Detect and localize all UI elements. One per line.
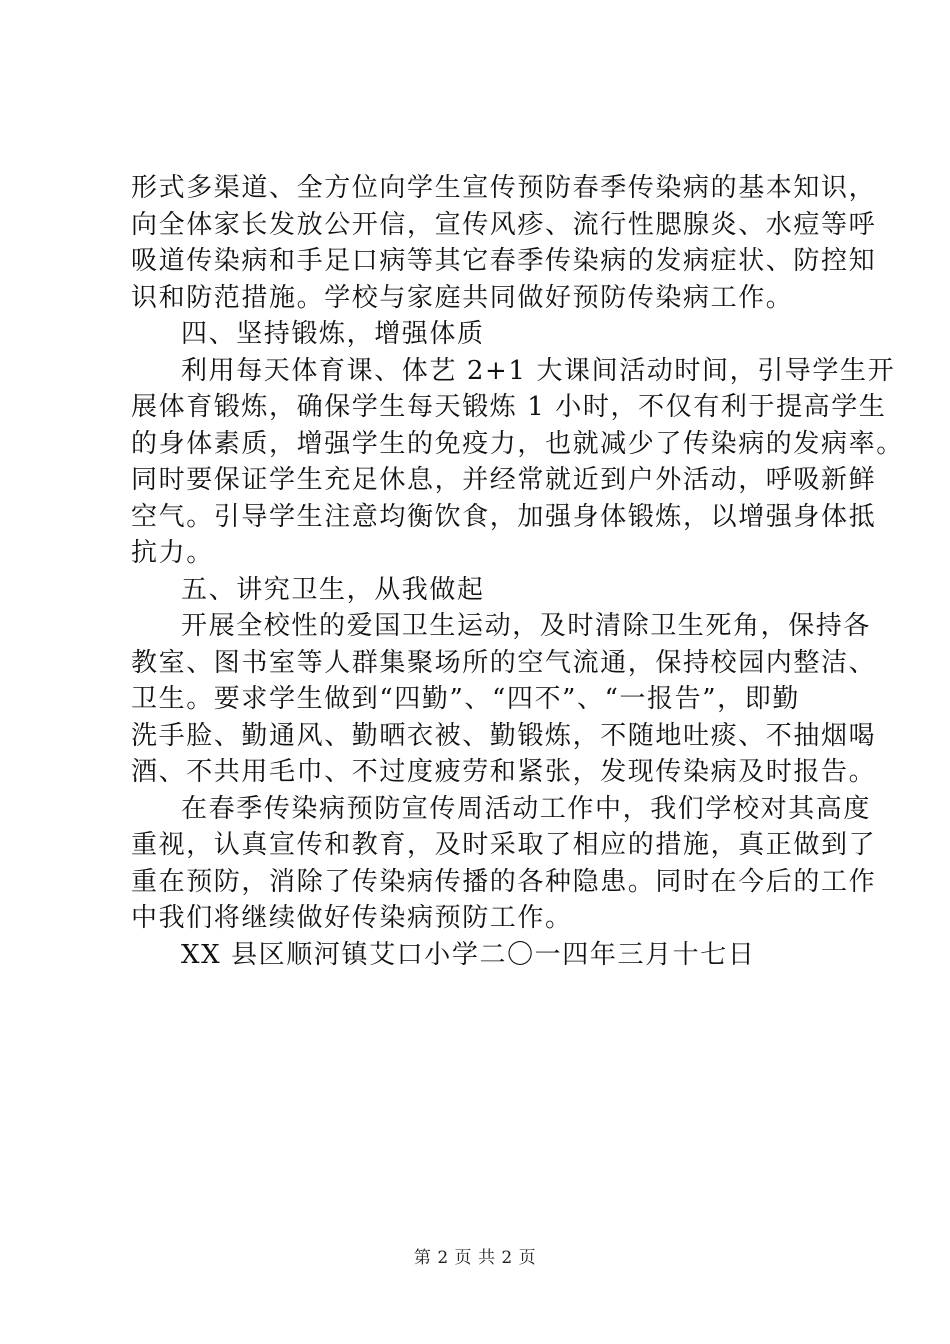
body-line: 向全体家长发放公开信，宣传风疹、流行性腮腺炎、水痘等呼 (131, 209, 877, 240)
body-line: 吸道传染病和手足口病等其它春季传染病的发病症状、防控知 (131, 246, 877, 276)
body-line: 中我们将继续做好传染病预防工作。 (131, 903, 573, 933)
body-line: 的身体素质，增强学生的免疫力，也就减少了传染病的发病率。 (131, 428, 904, 459)
signature-line: XX 县区顺河镇艾口小学二〇一四年三月十七日 (181, 939, 756, 970)
body-line: 利用每天体育课、体艺 2+1 大课间活动时间，引导学生开 (181, 355, 896, 386)
body-line: 卫生。要求学生做到“四勤”、“四不”、“一报告”，即勤 (131, 684, 800, 714)
page-number-footer: 第 2 页 共 2 页 (413, 1248, 537, 1268)
section-heading: 四、坚持锻炼，增强体质 (181, 319, 485, 349)
body-line: 重在预防，消除了传染病传播的各种隐患。同时在今后的工作 (131, 866, 877, 897)
body-line: 重视，认真宣传和教育，及时采取了相应的措施，真正做到了 (131, 830, 877, 860)
document-body (131, 170, 904, 973)
section-heading: 五、讲究卫生，从我做起 (181, 574, 485, 605)
body-line: 在春季传染病预防宣传周活动工作中，我们学校对其高度 (181, 793, 872, 824)
body-line: 识和防范措施。学校与家庭共同做好预防传染病工作。 (131, 282, 794, 313)
body-line: 空气。引导学生注意均衡饮食，加强身体锻炼，以增强身体抵 (131, 501, 877, 532)
body-line: 展体育锻炼，确保学生每天锻炼 1 小时，不仅有利于提高学生 (131, 392, 887, 422)
body-line: 同时要保证学生充足休息，并经常就近到户外活动，呼吸新鲜 (131, 465, 877, 495)
body-line: 开展全校性的爱国卫生运动，及时清除卫生死角，保持各 (181, 611, 872, 641)
body-line: 形式多渠道、全方位向学生宣传预防春季传染病的基本知识， (131, 173, 877, 203)
body-line: 酒、不共用毛巾、不过度疲劳和紧张，发现传染病及时报告。 (131, 757, 877, 787)
body-line: 洗手脸、勤通风、勤晒衣被、勤锻炼，不随地吐痰、不抽烟喝 (131, 720, 877, 751)
body-line: 教室、图书室等人群集聚场所的空气流通，保持校园内整洁、 (131, 647, 877, 678)
body-line: 抗力。 (131, 538, 214, 568)
